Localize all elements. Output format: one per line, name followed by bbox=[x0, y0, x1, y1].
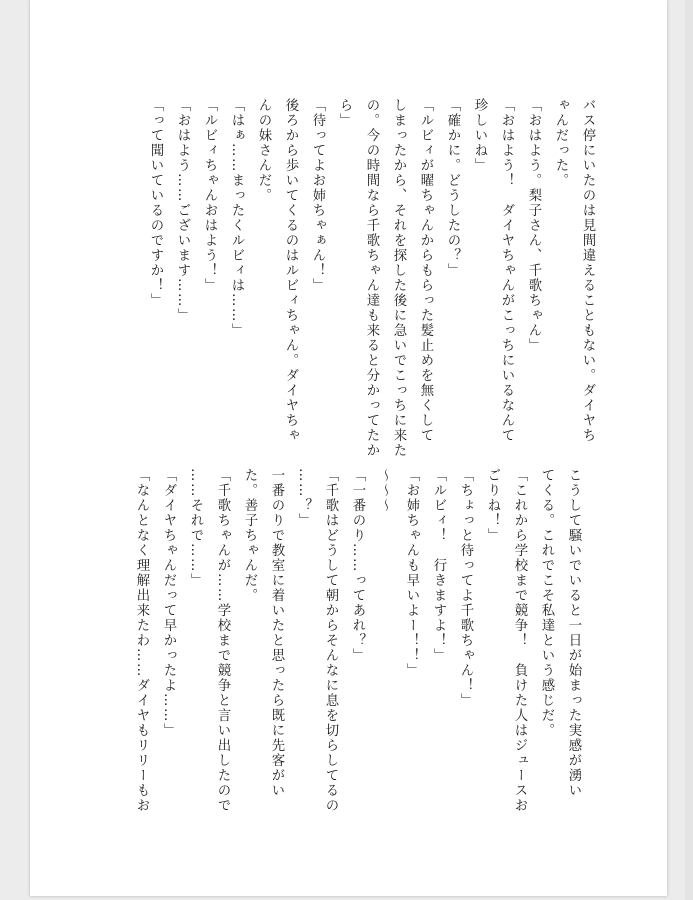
text-line: 「千歌ちゃんが……学校まで競争と言い出したので bbox=[215, 468, 230, 813]
text-line: しまったから、それを探した後に急いでこっちに来た bbox=[391, 98, 406, 458]
text-line: 「ルビィ！ 行きますよ！」 bbox=[431, 468, 446, 663]
text-line: 「千歌はどうして朝からそんなに息を切らしてるの bbox=[323, 468, 338, 813]
viewer-scroll-edge[interactable] bbox=[685, 0, 693, 900]
text-line: ら」 bbox=[337, 98, 352, 128]
upper-text-block bbox=[142, 98, 601, 458]
text-line: てくる。これでこそ私達という感じだ。 bbox=[539, 468, 554, 738]
text-line: ごりね！」 bbox=[485, 468, 500, 543]
text-line: ……？」 bbox=[296, 468, 311, 528]
text-line: た。善子ちゃんだ。 bbox=[242, 468, 257, 603]
text-line: 一番のりで教室に着いたと思ったら既に先客がい bbox=[269, 468, 284, 798]
text-line: 「ルビィが曜ちゃんからもらった髪止めを無くして bbox=[418, 98, 433, 443]
text-line: の。今の時間なら千歌ちゃん達も来ると分かってたか bbox=[364, 98, 379, 458]
text-line: 「ちょっと待ってよ千歌ちゃん！」 bbox=[458, 468, 473, 708]
text-line: ゃんだった。 bbox=[553, 98, 568, 188]
text-line: 「お姉ちゃんも早いよー！！」 bbox=[404, 468, 419, 678]
text-line: 珍しいね」 bbox=[472, 98, 487, 173]
text-line: ……それで……」 bbox=[188, 468, 203, 588]
text-line: 後ろから歩いてくるのはルビィちゃん。ダイヤちゃ bbox=[283, 98, 298, 443]
text-line: 「これから学校まで競争！ 負けた人はジュースお bbox=[512, 468, 527, 813]
lower-text-block bbox=[128, 468, 587, 813]
text-line: 「おはよう。梨子さん、千歌ちゃん」 bbox=[526, 98, 541, 353]
text-line: 「はぁ……まったくルビィは……」 bbox=[229, 98, 244, 338]
text-line: バス停にいたのは見間違えることもない。ダイヤち bbox=[580, 98, 595, 443]
text-line: 「おはよう……ございます……」 bbox=[175, 98, 190, 323]
document-page bbox=[30, 0, 667, 896]
text-line: こうして騒いでいると一日が始まった実感が湧い bbox=[566, 468, 581, 798]
text-line: 「おはよう！ ダイヤちゃんがこっちにいるなんて bbox=[499, 98, 514, 443]
text-line: 「って聞いているのですか！」 bbox=[148, 98, 163, 308]
text-line: 「待ってよお姉ちゃぁん！」 bbox=[310, 98, 325, 293]
text-line: 「ダイヤちゃんだって早かったよ……」 bbox=[161, 468, 176, 738]
text-line: 〜〜〜 bbox=[377, 468, 392, 513]
text-line: 「確かに。どうしたの？」 bbox=[445, 98, 460, 278]
text-line: 「なんとなく理解出来たわ……ダイヤもリリーもお bbox=[134, 468, 149, 813]
text-line: んの妹さんだ。 bbox=[256, 98, 271, 203]
text-line: 「ルビィちゃんおはよう！」 bbox=[202, 98, 217, 293]
text-line: 「一番のり……ってあれ？」 bbox=[350, 468, 365, 663]
